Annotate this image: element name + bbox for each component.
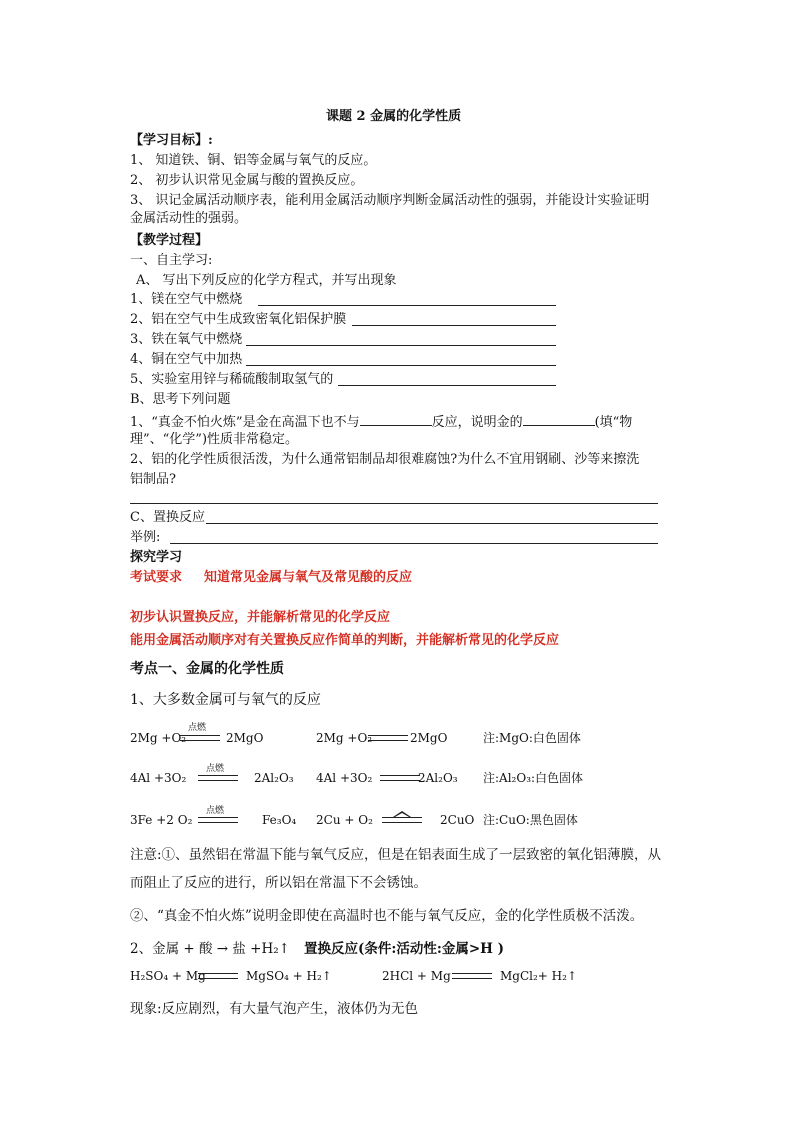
acid-right-equals bbox=[452, 973, 492, 979]
note-1: 注意:①、虽然铝在常温下能与氧气反应，但是在铝表面生成了一层致密的氧化铝薄膜，从 bbox=[130, 847, 662, 863]
goal-2: 2、 初步认识常见金属与酸的置换反应。 bbox=[130, 173, 364, 188]
question-2: 2、铝的化学性质很活泼，为什么通常铝制品却很难腐蚀?为什么不宜用钢刷、沙等来擦洗 bbox=[130, 452, 640, 467]
example-blank[interactable] bbox=[170, 543, 658, 544]
reaction-1-label: 1、镁在空气中燃烧 bbox=[130, 292, 243, 307]
eq3-left-product: Fe₃O₄ bbox=[262, 813, 297, 827]
eq2-left-condition: 点燃 bbox=[206, 764, 225, 774]
reaction-5-blank[interactable] bbox=[338, 385, 556, 386]
eq2-right-product: 2Al₂O₃ bbox=[418, 771, 458, 785]
sub-2-condition: 置换反应(条件:活动性:金属>H ) bbox=[303, 941, 504, 957]
question-2-cont: 铝制品? bbox=[130, 472, 176, 487]
reaction-4-label: 4、铜在空气中加热 bbox=[130, 352, 243, 367]
phenomenon: 现象:反应剧烈，有大量气泡产生，液体仍为无色 bbox=[130, 1001, 419, 1017]
eq3-right-equals bbox=[382, 817, 422, 823]
reaction-1-blank[interactable] bbox=[258, 305, 556, 306]
process-header: 【教学过程】 bbox=[130, 233, 209, 248]
point-1-heading: 考点一、金属的化学性质 bbox=[130, 661, 284, 677]
page-title: 课题 2 金属的化学性质 bbox=[326, 109, 462, 124]
eq1-right-equals bbox=[368, 735, 408, 741]
part-b-heading: B、思考下列问题 bbox=[130, 392, 231, 407]
acid-left-equals bbox=[198, 973, 238, 979]
eq3-left-reactants: 3Fe +2 O₂ bbox=[130, 813, 193, 827]
exam-req-text: 知道常见金属与氧气及常见酸的反应 bbox=[204, 570, 413, 585]
example-label: 举例: bbox=[130, 530, 161, 545]
note-2: ②、“真金不怕火炼”说明金即使在高温时也不能与氧气反应，金的化学性质极不活泼。 bbox=[130, 908, 644, 924]
eq1-right-product: 2MgO bbox=[410, 731, 448, 745]
eq1-right-reactants: 2Mg +O₂ bbox=[316, 731, 373, 745]
question-1 bbox=[130, 411, 632, 432]
part-c-heading: C、置换反应 bbox=[130, 510, 205, 525]
note-1-cont: 而阻止了反应的进行，所以铝在常温下不会锈蚀。 bbox=[130, 875, 427, 891]
eq2-right-reactants: 4Al +3O₂ bbox=[316, 771, 373, 785]
eq3-right-reactants: 2Cu + O₂ bbox=[316, 813, 373, 827]
reaction-3-blank[interactable] bbox=[246, 345, 556, 346]
sub-2-heading bbox=[130, 940, 504, 958]
eq2-left-reactants: 4Al +3O₂ bbox=[130, 771, 187, 785]
eq1-left-equals bbox=[180, 735, 220, 741]
red-note-2: 能用金属活动顺序对有关置换反应作简单的判断，并能解析常见的化学反应 bbox=[130, 633, 560, 648]
part-c-blank[interactable] bbox=[206, 523, 658, 524]
self-study-heading: 一、自主学习: bbox=[130, 253, 213, 268]
goal-3: 3、 识记金属活动顺序表，能利用金属活动顺序判断金属活动性的强弱，并能设计实验证明 bbox=[130, 193, 650, 208]
exam-requirement bbox=[130, 569, 412, 587]
eq1-left-reactants: 2Mg +O₂ bbox=[130, 731, 187, 745]
eq1-left-product: 2MgO bbox=[226, 731, 264, 745]
reaction-2-label: 2、铝在空气中生成致密氧化铝保护膜 bbox=[130, 312, 347, 327]
eq3-right-product: 2CuO bbox=[440, 813, 475, 827]
reaction-2-blank[interactable] bbox=[352, 325, 556, 326]
acid-right-product: MgCl₂+ H₂↑ bbox=[500, 969, 577, 983]
question-1-blank-2[interactable] bbox=[523, 411, 595, 426]
eq2-right-equals bbox=[380, 775, 420, 781]
question-1-blank-1[interactable] bbox=[360, 411, 432, 426]
part-a-heading: A、 写出下列反应的化学方程式，并写出现象 bbox=[136, 273, 397, 288]
eq2-note: 注:Al₂O₃:白色固体 bbox=[483, 771, 584, 785]
reaction-3-label: 3、铁在氧气中燃烧 bbox=[130, 332, 243, 347]
question-1-cont: 理”、“化学”)性质非常稳定。 bbox=[130, 432, 299, 447]
eq2-left-equals bbox=[198, 775, 238, 781]
sub-2-equation: 2、金属 + 酸 → 盐 +H₂↑ bbox=[130, 941, 290, 957]
question-1-part-a: 1、“真金不怕火炼”是金在高温下也不与 bbox=[130, 415, 360, 430]
eq3-left-condition: 点燃 bbox=[206, 806, 225, 816]
question-1-part-b: 反应，说明金的 bbox=[431, 415, 523, 430]
goals-header: 【学习目标】: bbox=[130, 133, 213, 148]
eq1-left-condition: 点燃 bbox=[188, 723, 207, 733]
acid-left-product: MgSO₄ + H₂↑ bbox=[246, 969, 332, 983]
exam-req-label: 考试要求 bbox=[130, 570, 183, 585]
explore-heading: 探究学习 bbox=[130, 550, 183, 565]
reaction-4-blank[interactable] bbox=[246, 365, 556, 366]
eq3-left-equals bbox=[198, 817, 238, 823]
goal-3-cont: 金属活动性的强弱。 bbox=[130, 211, 248, 226]
reaction-5-label: 5、实验室用锌与稀硫酸制取氢气的 bbox=[130, 372, 334, 387]
eq3-note: 注:CuO:黑色固体 bbox=[483, 813, 578, 827]
red-note-1: 初步认识置换反应，并能解析常见的化学反应 bbox=[130, 610, 391, 625]
sub-1-heading: 1、大多数金属可与氧气的反应 bbox=[130, 692, 321, 708]
question-1-part-c: (填“物 bbox=[594, 415, 633, 430]
eq2-left-product: 2Al₂O₃ bbox=[254, 771, 294, 785]
goal-1: 1、 知道铁、铜、铝等金属与氧气的反应。 bbox=[130, 153, 377, 168]
answer-line-1[interactable] bbox=[130, 503, 658, 504]
eq1-note: 注:MgO:白色固体 bbox=[483, 731, 581, 745]
acid-left-reactants: H₂SO₄ + Mg bbox=[130, 969, 206, 983]
acid-right-reactants: 2HCl + Mg bbox=[382, 969, 451, 983]
